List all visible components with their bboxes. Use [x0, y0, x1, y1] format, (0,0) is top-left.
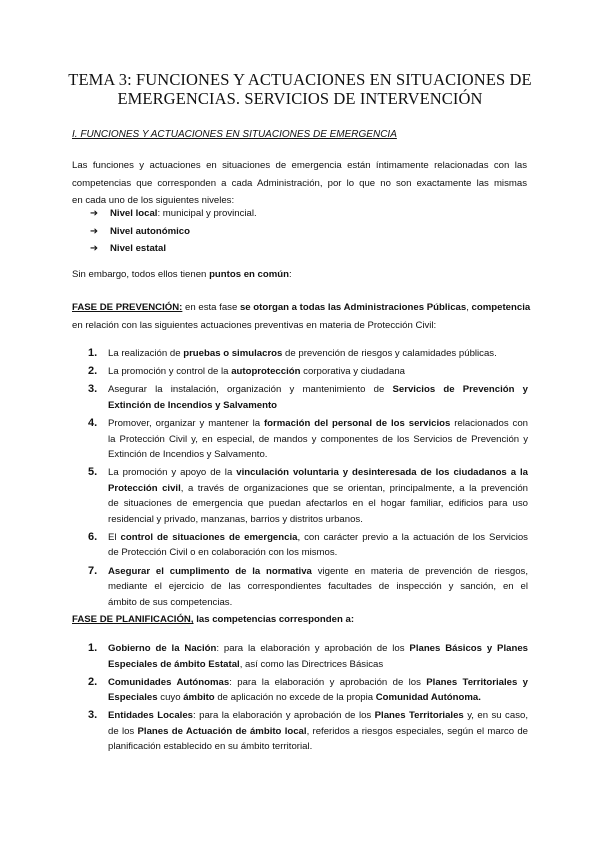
intro-line-3: en cada uno de los siguientes niveles: [72, 195, 235, 206]
level-name: Nivel local [110, 208, 158, 219]
arrow-icon: ➔ [90, 208, 99, 219]
planning-list [88, 641, 528, 758]
level-name: Nivel autonómico [110, 225, 190, 237]
list-item: 4. Promover, organizar y mantener la formación del personal de los servicios relacionados con la Protección Civil y, en especial, de mandos y componentes de los Servicios de Prevención y Extinción de Incendios y Salvamento. [88, 417, 528, 461]
page-title [60, 70, 540, 108]
list-item: 1. Gobierno de la Nación: para la elaboración y aprobación de los Planes Básicos y Planes Especiales de ámbito Estatal, así como las Directrices Básicas [88, 642, 528, 670]
list-item [90, 223, 257, 241]
list-item [90, 205, 257, 223]
list-item: 5. La promoción y apoyo de la vinculación voluntaria y desinteresada de los ciudadanos a la Protección civil, a través de organizaciones que se orientan, principalmente, a la prevención de situaciones de emergencia que puedan afectarlos en el hogar familiar, edificios para uso residencial y privado, manzanas, barrios y distritos urbanos. [88, 466, 529, 525]
level-name: Nivel estatal [110, 243, 166, 254]
arrow-icon: ➔ [90, 243, 99, 254]
list-item: 6. El control de situaciones de emergencia, con carácter previo a la actuación de los Servicios de Protección Civil o en colaboración con los mismos. [88, 530, 528, 559]
intro-line-1: Las funciones y actuaciones en situaciones de emergencia están íntimamente relacionadas con las [72, 160, 527, 171]
title-line-2: EMERGENCIAS. SERVICIOS DE INTERVENCIÓN [117, 89, 483, 108]
list-item: 7. Asegurar el cumplimento de la normativa vigente en materia de prevención de riesgos, mediante el ejercicio de las correspondientes facultades de inspección y sanción, en el ámbito de sus competencias. [88, 564, 529, 608]
common-paragraph: Sin embargo, todos ellos tienen puntos en común: [72, 269, 292, 280]
list-item: 3. Entidades Locales: para la elaboración y aprobación de los Planes Territoriales y, en su caso, de los Planes de Actuación de ámbito local, referidos a riesgos especiales, según el marco de planificación establecido en su ámbito territorial. [88, 709, 528, 753]
list-item: 2. Comunidades Autónomas: para la elaboración y aprobación de los Planes Territoriales y Especiales cuyo ámbito de aplicación no excede de la propia Comunidad Autónoma. [88, 675, 529, 704]
planning-intro: FASE DE PLANIFICACIÓN, las competencias corresponden a: [72, 614, 355, 625]
list-item [90, 240, 257, 258]
level-detail: : municipal y provincial. [157, 208, 257, 219]
prevention-intro: FASE DE PREVENCIÓN: en esta fase se otorgan a todas las Administraciones Públicas, competencia en relación con las siguientes actuaciones preventivas en materia de Protección Civil: [72, 302, 531, 331]
section-heading: I. FUNCIONES Y ACTUACIONES EN SITUACIONES DE EMERGENCIA [72, 129, 397, 140]
list-item: 1. La realización de pruebas o simulacros de prevención de riesgos y calamidades públicas. [88, 347, 497, 359]
prevention-list [88, 346, 528, 613]
prevention-label: FASE DE PREVENCIÓN: [72, 302, 183, 313]
intro-line-2: competencias que corresponden a cada Administración, por lo que no son exactamente las mismas [72, 177, 527, 189]
levels-list [90, 205, 257, 258]
planning-label: FASE DE PLANIFICACIÓN, [72, 614, 194, 625]
list-item: 2. La promoción y control de la autoprotección corporativa y ciudadana [88, 365, 406, 378]
arrow-icon: ➔ [90, 225, 99, 237]
list-item: 3. Asegurar la instalación, organización y mantenimiento de Servicios de Prevención y Extinción de Incendios y Salvamento [88, 383, 528, 411]
title-line-1: TEMA 3: FUNCIONES Y ACTUACIONES EN SITUACIONES DE [68, 70, 532, 89]
intro-paragraph [72, 157, 527, 210]
